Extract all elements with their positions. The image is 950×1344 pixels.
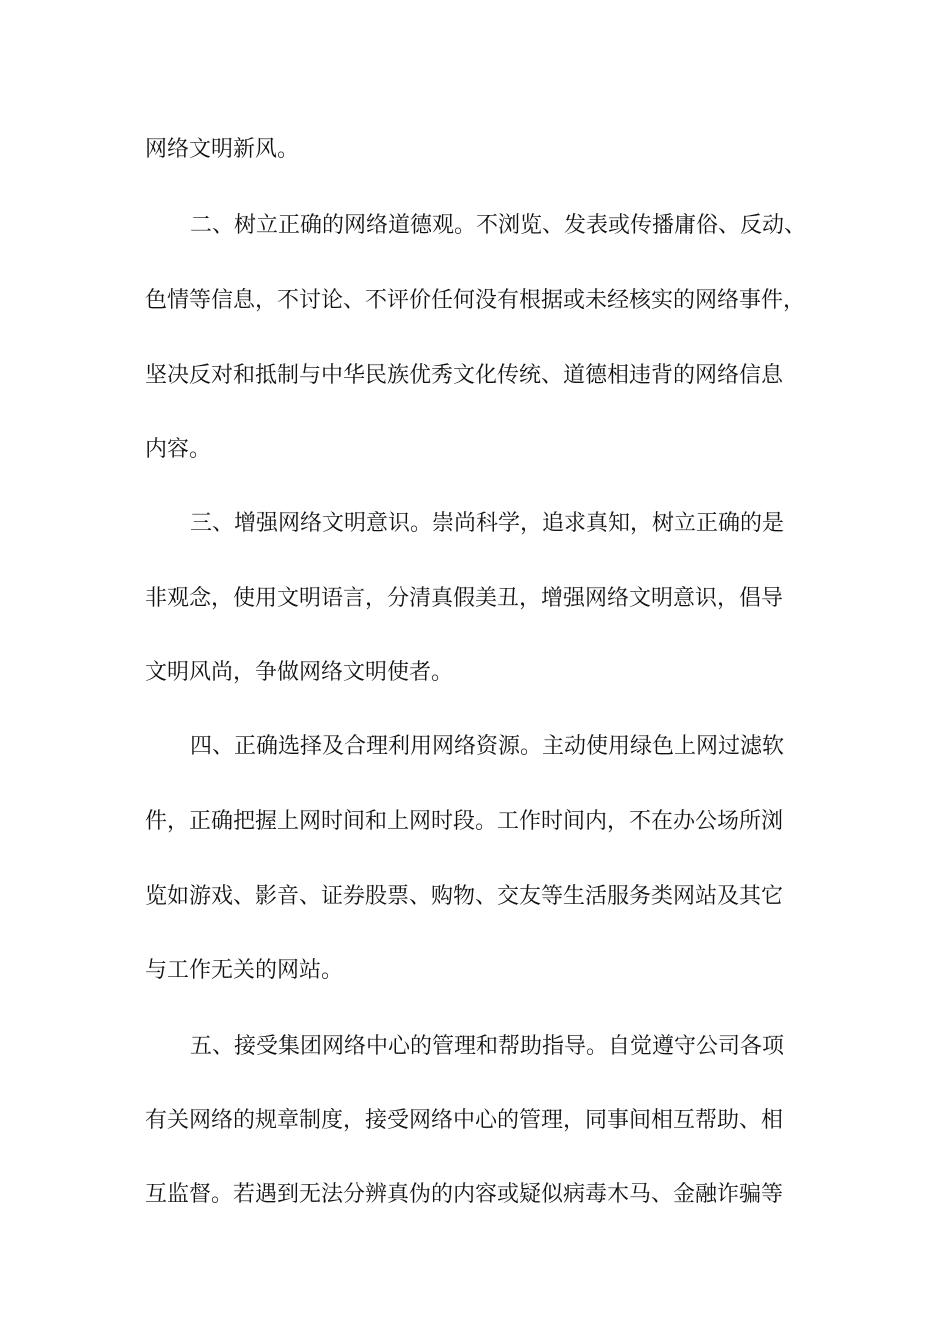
text-line-14: 有关网络的规章制度，接受网络中心的管理，同事间相互帮助、相: [145, 1108, 784, 1133]
text-line-9: 四、正确选择及合理利用网络资源。主动使用绿色上网过滤软: [190, 734, 785, 759]
text-line-7: 非观念，使用文明语言，分清真假美丑，增强网络文明意识，倡导: [145, 586, 784, 611]
text-line-5: 内容。: [145, 437, 212, 462]
text-line-10: 件，正确把握上网时间和上网时段。工作时间内，不在办公场所浏: [145, 809, 784, 834]
text-line-2: 二、树立正确的网络道德观。不浏览、发表或传播庸俗、反动、: [190, 213, 807, 238]
text-line-15: 互监督。若遇到无法分辨真伪的内容或疑似病毒木马、金融诈骗等: [145, 1182, 784, 1207]
text-line-3: 色情等信息，不讨论、不评价任何没有根据或未经核实的网络事件，: [145, 288, 806, 313]
text-line-13: 五、接受集团网络中心的管理和帮助指导。自觉遵守公司各项: [190, 1034, 785, 1059]
text-line-11: 览如游戏、影音、证券股票、购物、交友等生活服务类网站及其它: [145, 884, 784, 909]
text-line-6: 三、增强网络文明意识。崇尚科学，追求真知，树立正确的是: [190, 511, 785, 536]
text-line-12: 与工作无关的网站。: [145, 958, 344, 983]
text-line-1: 网络文明新风。: [145, 137, 300, 162]
text-line-8: 文明风尚，争做网络文明使者。: [145, 660, 454, 685]
text-line-4: 坚决反对和抵制与中华民族优秀文化传统、道德相违背的网络信息: [145, 363, 784, 388]
